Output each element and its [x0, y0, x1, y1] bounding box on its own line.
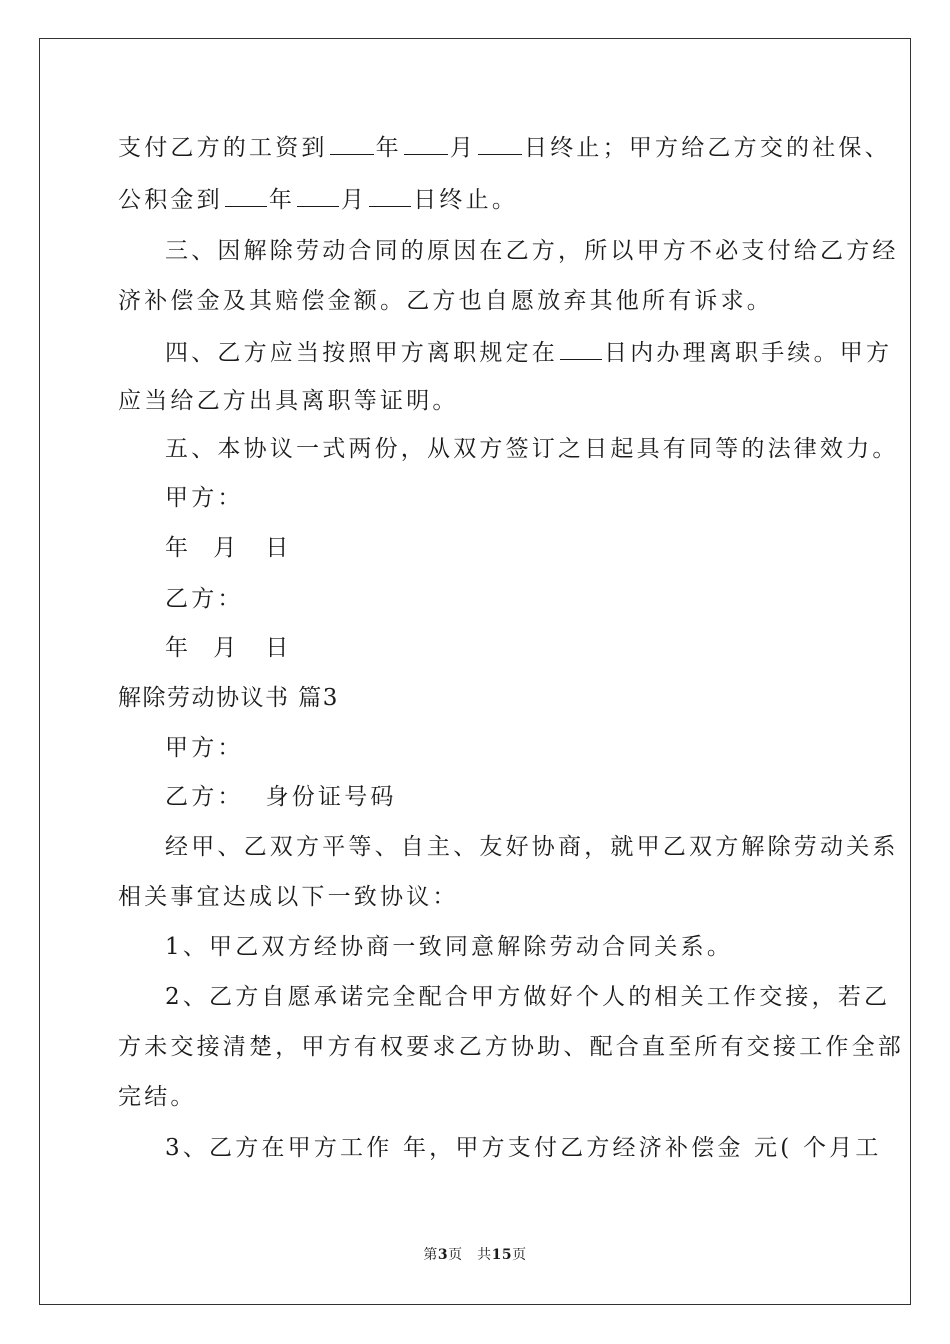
text-line: 完结。 — [118, 1084, 197, 1110]
text-line: 经甲、乙双方平等、自主、友好协商，就甲乙双方解除劳动关系 — [165, 834, 899, 860]
blank-underline — [404, 132, 448, 155]
blank-underline — [330, 132, 374, 155]
total-pages: 15 — [491, 1247, 513, 1263]
text-line: 公积金到 年 月 日终止。 — [118, 184, 518, 215]
text-line: 相关事宜达成以下一致协议： — [118, 884, 459, 910]
text-line: 四、乙方应当按照甲方离职规定在 日内办理离职手续。甲方 — [165, 337, 892, 368]
blank-underline — [297, 184, 339, 207]
party-b-label: 乙方： — [165, 586, 244, 612]
text-line: 3、乙方在甲方工作 年，甲方支付乙方经济补偿金 元( 个月工 — [165, 1135, 882, 1161]
text-line: 济补偿金及其赔偿金额。乙方也自愿放弃其他所有诉求。 — [118, 288, 773, 314]
party-b-label: 乙方： 身份证号码 — [165, 784, 397, 810]
text-line: 应当给乙方出具离职等证明。 — [118, 388, 459, 414]
blank-underline — [225, 184, 267, 207]
text-line: 五、本协议一式两份，从双方签订之日起具有同等的法律效力。 — [165, 436, 899, 462]
party-a-label: 甲方： — [165, 735, 244, 761]
date-line: 年 月 日 — [165, 635, 292, 661]
blank-underline — [369, 184, 411, 207]
party-a-label: 甲方： — [165, 485, 244, 511]
text-line: 1、甲乙双方经协商一致同意解除劳动合同关系。 — [165, 934, 734, 960]
date-line: 年 月 日 — [165, 535, 292, 561]
page-number: 3 — [437, 1247, 449, 1263]
page-border — [39, 38, 911, 1305]
text-line: 三、因解除劳动合同的原因在乙方，所以甲方不必支付给乙方经 — [165, 238, 899, 264]
text-line: 方未交接清楚，甲方有权要求乙方协助、配合直至所有交接工作全部 — [118, 1034, 904, 1060]
text-line: 支付乙方的工资到 年 月 日终止；甲方给乙方交的社保、 — [118, 132, 891, 163]
section-heading: 解除劳动协议书 篇3 — [118, 685, 339, 711]
blank-underline — [478, 132, 522, 155]
text-line: 2、乙方自愿承诺完全配合甲方做好个人的相关工作交接，若乙 — [165, 984, 891, 1010]
page-footer: 第3页 共15页 — [423, 1247, 527, 1263]
blank-underline — [560, 337, 602, 360]
